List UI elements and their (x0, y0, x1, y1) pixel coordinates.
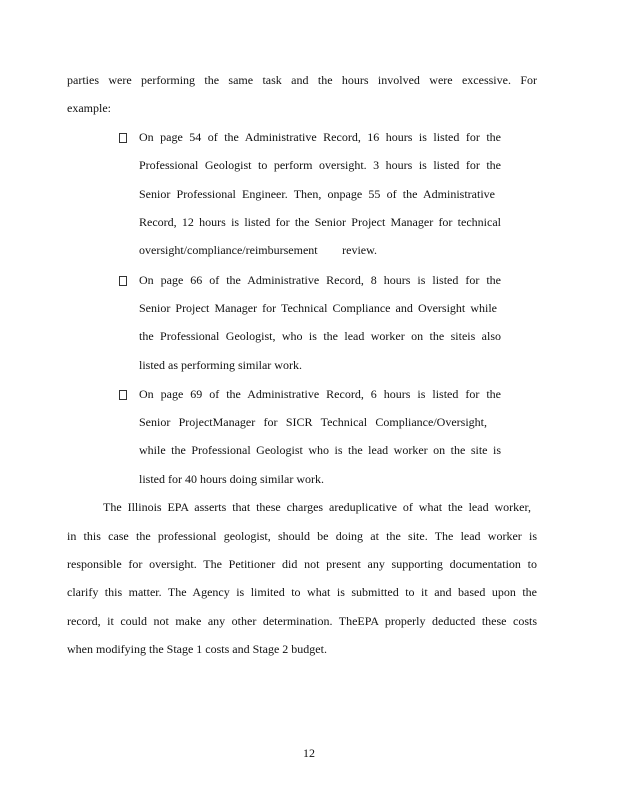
body-line: when modifying the Stage 1 costs and Stage 2 budget. (67, 642, 327, 656)
body-line: in this case the professional geologist, should be doing at the site. The lead worker is (67, 529, 537, 543)
bullet-line: On page 69 of the Administrative Record, 6 hours is listed for the (139, 387, 501, 401)
page-number: 12 (303, 746, 315, 760)
bullet-line: while the Professional Geologist who is the lead worker on the site is (139, 443, 501, 457)
bullet-marker-icon (119, 390, 127, 400)
bullet-line: On page 54 of the Administrative Record, 16 hours is listed for the (139, 130, 501, 144)
bullet-line: Senior ProjectManager for SICR Technical Compliance/Oversight, (139, 415, 487, 429)
body-line: The Illinois EPA asserts that these charges areduplicative of what the lead worker, (103, 500, 531, 514)
bullet-marker-icon (119, 276, 127, 286)
body-line: record, it could not make any other determination. TheEPA properly deducted these costs (67, 614, 537, 628)
bullet-line: Professional Geologist to perform oversight. 3 hours is listed for the (139, 158, 501, 172)
bullet-line: the Professional Geologist, who is the lead worker on the siteis also (139, 329, 501, 343)
intro-line: parties were performing the same task and the hours involved were excessive. For (67, 73, 537, 87)
bullet-marker-icon (119, 133, 127, 143)
body-line: clarify this matter. The Agency is limited to what is submitted to it and based upon the (67, 585, 537, 599)
bullet-line: listed as performing similar work. (139, 358, 302, 372)
bullet-line: Senior Project Manager for Technical Compliance and Oversight while (139, 301, 497, 315)
bullet-line: listed for 40 hours doing similar work. (139, 472, 324, 486)
body-line: responsible for oversight. The Petitioner did not present any supporting documentation to (67, 557, 537, 571)
bullet-line: Senior Professional Engineer. Then, onpage 55 of the Administrative (139, 187, 495, 201)
bullet-line: oversight/compliance/reimbursement review. (139, 243, 377, 257)
intro-line: example: (67, 101, 111, 115)
bullet-line: Record, 12 hours is listed for the Senior Project Manager for technical (139, 215, 501, 229)
bullet-line: On page 66 of the Administrative Record, 8 hours is listed for the (139, 273, 501, 287)
